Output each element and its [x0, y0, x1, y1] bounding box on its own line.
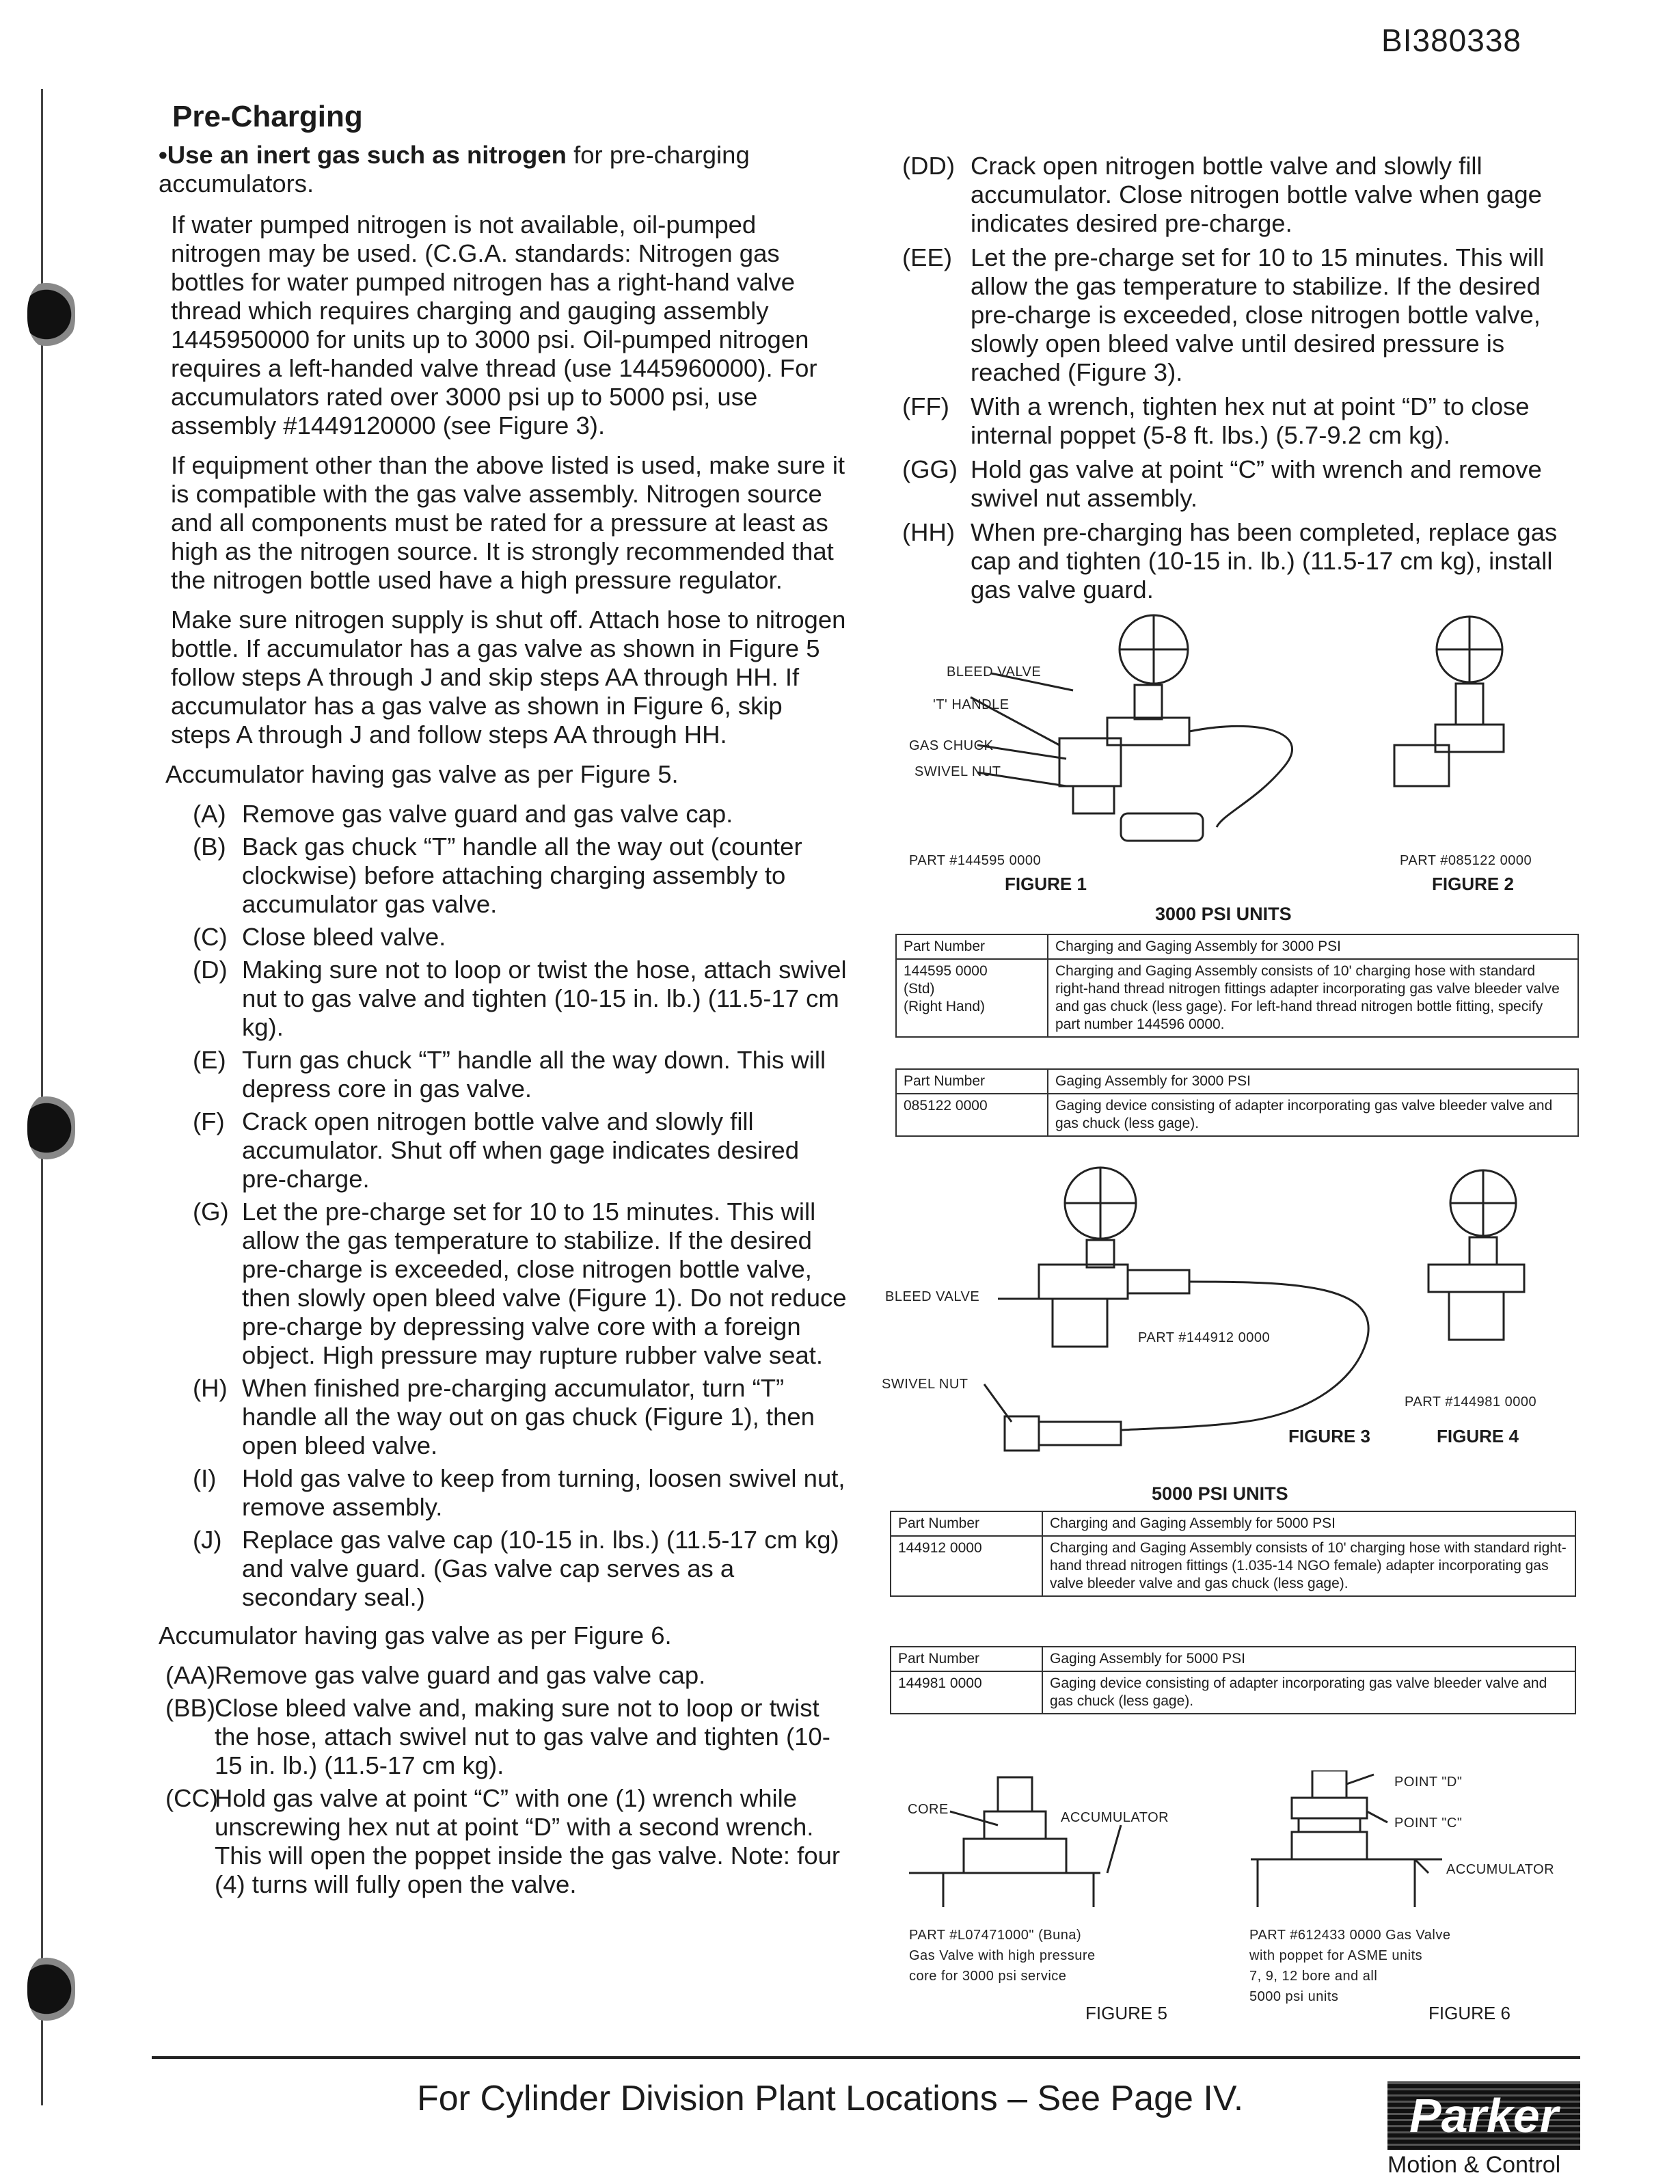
step-text: Remove gas valve guard and gas valve cap. [242, 800, 733, 828]
step-item [193, 1374, 849, 1460]
step-text: Back gas chuck “T” handle all the way out (counter clockwise) before attaching charging assembly to accumulator gas valve. [242, 833, 802, 918]
step-text: Let the pre-charge set for 10 to 15 minutes. This will allow the gas temperature to stabilize. If the desired pre-charge is exceeded, close nitrogen bottle valve, then slowly open bleed valve (Figure 1). Do not reduce pre-charge by depressing valve core with a foreign object. High pressure may rupture rubber valve seat. [242, 1198, 847, 1369]
step-item [165, 1694, 849, 1780]
table-5000-charging [890, 1511, 1576, 1597]
table-header: Gaging Assembly for 3000 PSI [1048, 1069, 1578, 1094]
step-item [165, 1661, 849, 1690]
paragraph: If equipment other than the above listed is used, make sure it is compatible with the gas valve assembly. Nitrogen source and all components must be rated for a pressure at least as high as the nitrogen source. It is strongly recommended that the nitrogen bottle used have a high pressure regulator. [171, 451, 845, 594]
step-text: Crack open nitrogen bottle valve and slowly fill accumulator. Close nitrogen bottle valve when gage indicates desired pre-charge. [971, 152, 1542, 237]
footer-text: For Cylinder Division Plant Locations – See Page IV. [417, 2079, 1244, 2118]
step-letter: (H) [193, 1374, 228, 1402]
step-item [193, 1046, 849, 1103]
document-id: BI380338 [1381, 23, 1521, 58]
label-part-fig3: PART #144912 0000 [1138, 1330, 1271, 1345]
step-text: When pre-charging has been completed, replace gas cap and tighten (10-15 in. lb.) (11.5-17 cm kg), install gas valve guard. [971, 518, 1558, 604]
label-bleed-valve: BLEED VALVE [885, 1289, 980, 1304]
table-3000-gaging [895, 1068, 1579, 1137]
paragraph: Make sure nitrogen supply is shut off. Attach hose to nitrogen bottle. If accumulator has a gas valve as shown in Figure 5 follow steps A through J and skip steps AA through HH. If accumulator has a gas valve as shown in Figure 6, skip steps A through J and follow steps AA through HH. [171, 606, 846, 749]
step-letter: (EE) [902, 243, 952, 271]
lead-rest: for pre-charging accumulators. [159, 141, 750, 198]
figure-3-4-diagram [889, 1162, 1586, 1463]
step-text: With a wrench, tighten hex nut at point “D” to close internal poppet (5-8 ft. lbs.) (5.7-9.2 cm kg). [971, 392, 1530, 449]
step-letter: (J) [193, 1526, 222, 1554]
table-3000-charging [895, 934, 1579, 1038]
table-cell: 144981 0000 [891, 1671, 1042, 1714]
step-item [193, 800, 849, 828]
step-item [902, 243, 1579, 387]
step-item [193, 923, 849, 952]
step-item [193, 956, 849, 1042]
footer-rule [152, 2056, 1580, 2059]
step-item [902, 455, 1579, 513]
binder-hole-icon [27, 1094, 75, 1162]
step-text: Close bleed valve and, making sure not to loop or twist the hose, attach swivel nut to gas valve and tighten (10-15 in. lb.) (11.5-17 cm kg). [215, 1694, 830, 1779]
step-letter: (HH) [902, 518, 956, 546]
table-header: Part Number [891, 1647, 1042, 1671]
gas-valve-icon [1312, 1770, 1346, 1798]
label-gas-chuck: GAS CHUCK [909, 738, 994, 753]
binder-hole-icon [27, 1955, 75, 2023]
label-core: CORE [908, 1802, 949, 1817]
figure-5-6-diagram [909, 1770, 1586, 1928]
caption-figure-2: FIGURE 2 [1432, 874, 1514, 894]
table-cell: Gaging device consisting of adapter incorporating gas valve bleeder valve and gas chuck (less gage). [1048, 1094, 1578, 1136]
step-item [193, 1198, 849, 1370]
table-header: Gaging Assembly for 5000 PSI [1042, 1647, 1575, 1671]
step-text: Hold gas valve at point “C” with one (1) wrench while unscrewing hex nut at point “D” with a second wrench. This will open the poppet inside the gas valve. Note: four (4) turns will fully open the valve. [215, 1784, 841, 1898]
section-heading-fig5: Accumulator having gas valve as per Figure 5. [165, 760, 679, 788]
right-column [902, 152, 1579, 614]
step-item [193, 1464, 849, 1522]
table-header: Part Number [891, 1511, 1042, 1536]
section-heading-fig6: Accumulator having gas valve as per Figure 6. [159, 1621, 672, 1649]
table-cell: Charging and Gaging Assembly consists of 10' charging hose with standard right-hand thread nitrogen fittings adapter incorporating gas valve bleeder valve and gas chuck (less gage). For left-hand thread nitrogen bottle fitting, specify part number 144596 0000. [1048, 959, 1578, 1037]
label-part-fig2: PART #085122 0000 [1400, 853, 1532, 868]
step-letter: (FF) [902, 392, 949, 420]
steps-continued [902, 152, 1579, 604]
caption-figure-1: FIGURE 1 [1005, 874, 1087, 894]
table-header: Part Number [896, 1069, 1048, 1094]
step-text: Close bleed valve. [242, 923, 446, 951]
figure-5-description: PART #L07471000" (Buna) Gas Valve with high pressure core for 3000 psi service [909, 1928, 1096, 1984]
step-text: Hold gas valve at point “C” with wrench and remove swivel nut assembly. [971, 455, 1542, 512]
caption-figure-6: FIGURE 6 [1428, 2003, 1510, 2023]
gas-valve-icon [998, 1777, 1032, 1811]
step-letter: (DD) [902, 152, 956, 180]
step-letter: (C) [193, 923, 228, 951]
label-bleed-valve: BLEED VALVE [947, 664, 1042, 679]
step-letter: (F) [193, 1107, 225, 1135]
step-item [193, 1526, 849, 1612]
caption-figure-3: FIGURE 3 [1288, 1426, 1370, 1446]
units-3000-heading: 3000 PSI UNITS [1155, 904, 1292, 924]
step-text: Remove gas valve guard and gas valve cap. [215, 1661, 706, 1689]
lead-bold: •Use an inert gas such as nitrogen [159, 141, 567, 169]
step-text: Hold gas valve to keep from turning, loosen swivel nut, remove assembly. [242, 1464, 845, 1521]
steps-figure5 [159, 800, 849, 1612]
step-item [193, 833, 849, 919]
step-letter: (BB) [165, 1694, 215, 1722]
step-letter: (D) [193, 956, 228, 984]
left-column [159, 100, 849, 1909]
step-letter: (CC) [165, 1784, 219, 1812]
figure-1-2-diagram [902, 608, 1586, 895]
table-header: Part Number [896, 934, 1048, 959]
step-text: Crack open nitrogen bottle valve and slowly fill accumulator. Shut off when gage indicates desired pre-charge. [242, 1107, 800, 1193]
step-text: Let the pre-charge set for 10 to 15 minutes. This will allow the gas temperature to stabilize. If the desired pre-charge is exceeded, close nitrogen bottle valve, slowly open bleed valve until desired pressure is reached (Figure 3). [971, 243, 1545, 386]
label-accumulator: ACCUMULATOR [1446, 1862, 1555, 1877]
step-text: Making sure not to loop or twist the hose, attach swivel nut to gas valve and tighten (10-15 in. lb.) (11.5-17 cm kg). [242, 956, 847, 1041]
step-text: When finished pre-charging accumulator, turn “T” handle all the way out on gas chuck (Figure 1), then open bleed valve. [242, 1374, 815, 1459]
caption-figure-5: FIGURE 5 [1085, 2003, 1167, 2023]
table-cell: Gaging device consisting of adapter incorporating gas valve bleeder valve and gas chuck (less gage). [1042, 1671, 1575, 1714]
paragraph: If water pumped nitrogen is not available, oil-pumped nitrogen may be used. (C.G.A. standards: Nitrogen gas bottles for water pumped nitrogen has a right-hand valve thread which requires charging and gauging assembly 1445950000 for units up to 3000 psi. Oil-pumped nitrogen requires a left-handed valve thread (use 1445960000). For accumulators rated over 3000 psi up to 5000 psi, use assembly #1449120000 (see Figure 3). [171, 211, 817, 440]
steps-figure6 [159, 1661, 849, 1899]
step-letter: (I) [193, 1464, 217, 1492]
caption-figure-4: FIGURE 4 [1437, 1426, 1519, 1446]
step-letter: (GG) [902, 455, 958, 483]
step-item [193, 1107, 849, 1194]
table-cell: 144912 0000 [891, 1536, 1042, 1596]
label-point-c: POINT "C" [1394, 1816, 1463, 1831]
table-header: Charging and Gaging Assembly for 3000 PSI [1048, 934, 1578, 959]
label-part-fig4: PART #144981 0000 [1405, 1394, 1537, 1410]
logo-tagline: Motion & Control [1387, 2152, 1561, 2178]
step-item [902, 152, 1579, 238]
table-cell: 144595 0000 (Std) (Right Hand) [896, 959, 1048, 1037]
table-cell: 085122 0000 [896, 1094, 1048, 1136]
table-cell: Charging and Gaging Assembly consists of 10' charging hose with standard right-hand thread nitrogen fittings (1.035-14 NGO female) adapter incorporating gas valve bleeder valve and gas chuck (less gage). [1042, 1536, 1575, 1596]
table-5000-gaging [890, 1646, 1576, 1714]
table-header: Charging and Gaging Assembly for 5000 PSI [1042, 1511, 1575, 1536]
label-point-d: POINT "D" [1394, 1775, 1463, 1790]
page-title: Pre-Charging [172, 100, 363, 133]
step-item [902, 392, 1579, 450]
figure-6-description: PART #612433 0000 Gas Valve with poppet for ASME units 7, 9, 12 bore and all 5000 psi units [1249, 1928, 1451, 2004]
step-letter: (B) [193, 833, 226, 861]
step-text: Turn gas chuck “T” handle all the way down. This will depress core in gas valve. [242, 1046, 826, 1103]
step-letter: (G) [193, 1198, 229, 1226]
step-item [902, 518, 1579, 604]
step-letter: (AA) [165, 1661, 215, 1689]
label-t-handle: 'T' HANDLE [933, 697, 1010, 712]
lead-paragraph [159, 141, 849, 198]
label-swivel-nut: SWIVEL NUT [882, 1377, 968, 1392]
step-letter: (A) [193, 800, 226, 828]
units-5000-heading: 5000 PSI UNITS [1152, 1483, 1288, 1504]
step-item [165, 1784, 849, 1899]
binder-hole-icon [27, 280, 75, 349]
label-part-fig1: PART #144595 0000 [909, 853, 1042, 868]
step-letter: (E) [193, 1046, 226, 1074]
label-swivel-nut: SWIVEL NUT [914, 764, 1001, 779]
label-accumulator: ACCUMULATOR [1061, 1810, 1169, 1825]
parker-logo: Parker [1387, 2081, 1580, 2150]
step-text: Replace gas valve cap (10-15 in. lbs.) (11.5-17 cm kg) and valve guard. (Gas valve cap serves as a secondary seal.) [242, 1526, 839, 1611]
